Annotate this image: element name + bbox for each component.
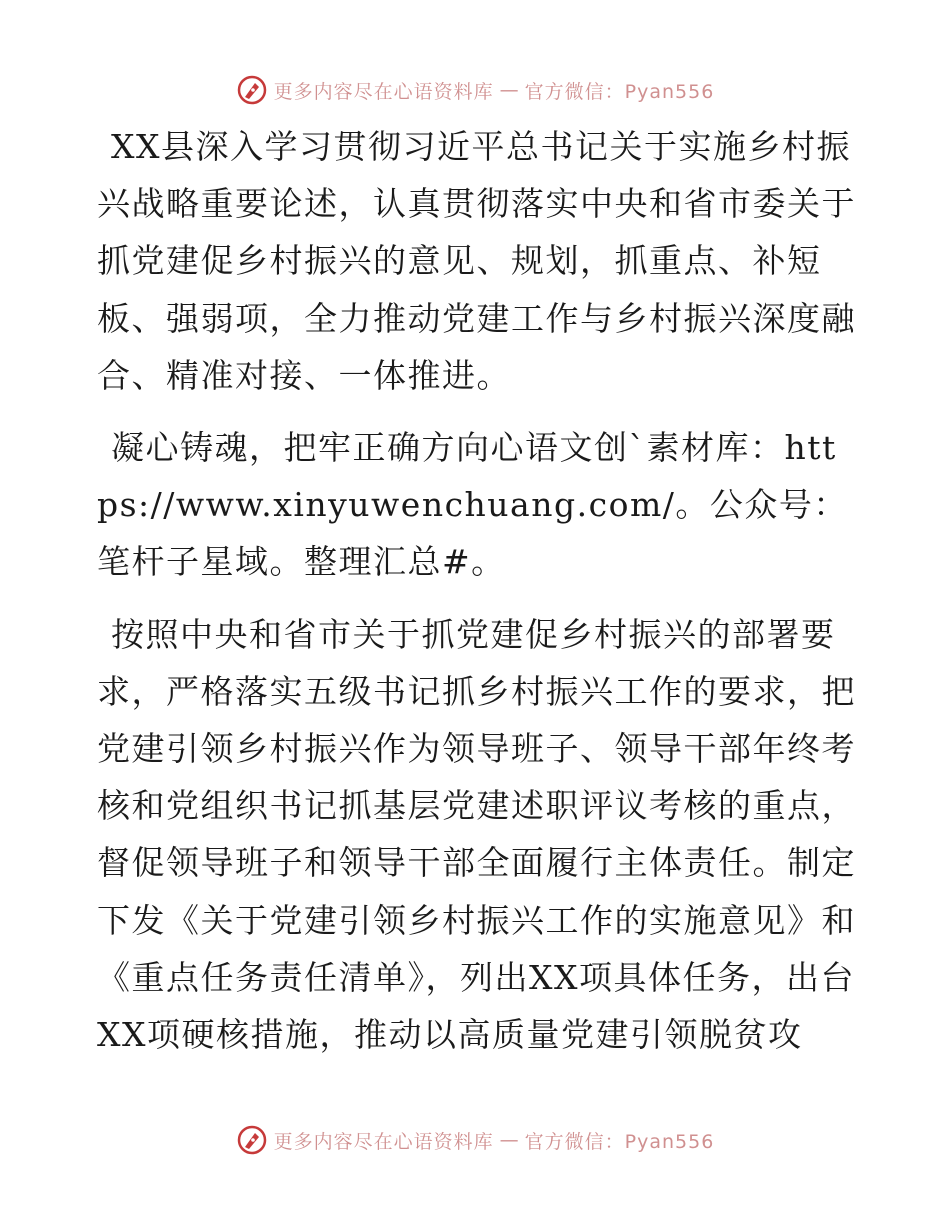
watermark-separator: — — [499, 79, 519, 101]
watermark-text: 更多内容尽在心语资料库 — [273, 80, 494, 103]
header-watermark — [0, 70, 950, 110]
watermark-official-account: 官方微信：Pyan556 — [524, 1130, 715, 1153]
document-body — [97, 118, 857, 1063]
paragraph-3: 按照中央和省市关于抓党建促乡村振兴的部署要求，严格落实五级书记抓乡村振兴工作的要求，把党建引领乡村振兴作为领导班子、领导干部年终考核和党组织书记抓基层党建述职评议考核的重点，督促领导班子和领导干部全面履行主体责任。制定下发《关于党建引领乡村振兴工作的实施意见》和《重点任务责任清单》，列出XX项具体任务，出台XX项硬核措施，推动以高质量党建引领脱贫攻 — [97, 614, 856, 1055]
pen-nib-logo-icon — [236, 1124, 268, 1156]
pen-nib-logo-icon — [236, 74, 268, 106]
paragraph-2: 凝心铸魂，把牢正确方向心语文创`素材库：https://www.xinyuwenchuang.com/。公众号：笔杆子星域。整理汇总#。 — [97, 428, 848, 582]
watermark-text: 更多内容尽在心语资料库 — [273, 1130, 494, 1153]
footer-watermark — [0, 1120, 950, 1160]
watermark-official-account: 官方微信：Pyan556 — [524, 80, 715, 103]
paragraph-1: XX县深入学习贯彻习近平总书记关于实施乡村振兴战略重要论述，认真贯彻落实中央和省市委关于抓党建促乡村振兴的意见、规划，抓重点、补短板、强弱项，全力推动党建工作与乡村振兴深度融合、精准对接、一体推进。 — [97, 127, 856, 395]
watermark-separator: — — [499, 1129, 519, 1151]
